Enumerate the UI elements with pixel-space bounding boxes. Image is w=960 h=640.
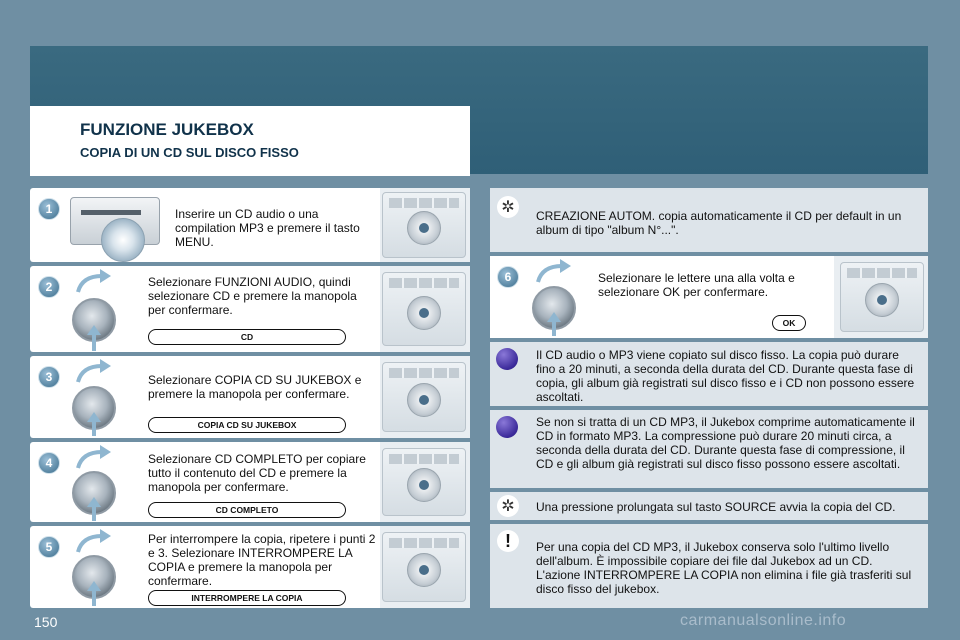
panel-keys xyxy=(389,198,459,208)
step-5-panel-image xyxy=(382,532,466,602)
info-ball-icon xyxy=(496,416,518,438)
ok-label: OK xyxy=(772,315,806,331)
panel-dial-center xyxy=(419,308,429,318)
step-1-text: Inserire un CD audio o una compilation MP3 e premere il tasto MENU. xyxy=(175,207,360,249)
info-ball-icon xyxy=(496,348,518,370)
lightbulb-icon: ✲ xyxy=(497,495,519,517)
cd-disc-icon xyxy=(101,218,145,262)
step-1-panel-image xyxy=(382,192,466,258)
panel-keys xyxy=(389,454,459,464)
rotate-arrow-icon xyxy=(74,528,112,556)
watermark: carmanualsonline.info xyxy=(680,612,847,629)
cd-slot xyxy=(81,210,141,215)
rotate-arrow-icon xyxy=(74,358,112,386)
step-2-panel-image xyxy=(382,272,466,346)
press-arrow-icon xyxy=(87,497,101,507)
step-3-text: Selezionare COPIA CD SU JUKEBOX e premere la manopola per confermare. xyxy=(148,373,362,401)
step-4-menu-label: CD COMPLETO xyxy=(148,502,346,518)
step-3-panel-image xyxy=(382,362,466,432)
step-3-badge: 3 xyxy=(38,366,60,388)
info-compression-text: Se non si tratta di un CD MP3, il Jukebox comprime automaticamente il CD in formato MP3. La compressione può durare 20 minuti circa, a seconda della durata del CD. Durante questa fase di compressione, il CD e gli album già registrati sul disco fisso possono essere ascoltati. xyxy=(536,415,915,471)
step-6-text: Selezionare le lettere una alla volta e selezionare OK per confermare. xyxy=(598,271,795,299)
panel-keys xyxy=(847,268,917,278)
step-6-badge: 6 xyxy=(497,266,519,288)
step-3-menu-label: COPIA CD SU JUKEBOX xyxy=(148,417,346,433)
step-4-text: Selezionare CD COMPLETO per copiare tutto il contenuto del CD e premere la manopola per confermare. xyxy=(148,452,366,494)
step-4-badge: 4 xyxy=(38,452,60,474)
panel-keys xyxy=(389,278,459,288)
step-5-menu-label: INTERROMPERE LA COPIA xyxy=(148,590,346,606)
page-number: 150 xyxy=(34,614,58,630)
step-5-badge: 5 xyxy=(38,536,60,558)
press-arrow-stem xyxy=(92,505,96,521)
press-arrow-stem xyxy=(92,589,96,606)
info-copy-duration-text: Il CD audio o MP3 viene copiato sul disco fisso. La copia può durare fino a 20 minuti, a seconda della durata del CD. Durante questa fase di copia, gli album già registrati sul disco fisso e i CD non possono essere ascoltati. xyxy=(536,348,915,404)
step-1-badge: 1 xyxy=(38,198,60,220)
press-arrow-icon xyxy=(547,312,561,322)
tip-auto-create-text: CREAZIONE AUTOM. copia automaticamente il CD per default in un album di tipo "album N°...". xyxy=(536,209,902,237)
radio-unit-image xyxy=(70,197,160,245)
press-arrow-icon xyxy=(87,581,101,591)
panel-keys xyxy=(389,538,459,548)
step-5-text: Per interrompere la copia, ripetere i punti 2 e 3. Selezionare INTERROMPERE LA COPIA e premere la manopola per confermare. xyxy=(148,532,376,588)
step-2-menu-label: CD xyxy=(148,329,346,345)
page-title: FUNZIONE JUKEBOX xyxy=(80,120,254,139)
press-arrow-stem xyxy=(92,333,96,351)
lightbulb-icon: ✲ xyxy=(497,196,519,218)
exclamation-warning-icon: ! xyxy=(497,530,519,552)
step-2-badge: 2 xyxy=(38,276,60,298)
rotate-arrow-icon xyxy=(74,444,112,472)
step-4-panel-image xyxy=(382,448,466,516)
rotate-arrow-icon xyxy=(74,268,112,296)
rotate-arrow-icon xyxy=(534,258,572,286)
step-6-panel-image xyxy=(840,262,924,332)
press-arrow-stem xyxy=(92,420,96,436)
title-box xyxy=(30,106,470,176)
tip-source-text: Una pressione prolungata sul tasto SOURCE avvia la copia del CD. xyxy=(536,500,896,514)
page-subtitle: COPIA DI UN CD SUL DISCO FISSO xyxy=(80,145,299,160)
press-arrow-icon xyxy=(87,325,101,335)
press-arrow-icon xyxy=(87,412,101,422)
panel-keys xyxy=(389,368,459,378)
warning-text: Per una copia del CD MP3, il Jukebox conserva solo l'ultimo livello dell'album. È impossibile copiare dei file dal Jukebox ad un CD. L'azione INTERROMPERE LA COPIA non elimina i file già trasferiti sul disco fisso del jukebox. xyxy=(536,540,912,596)
step-2-text: Selezionare FUNZIONI AUDIO, quindi selezionare CD e premere la manopola per confermare. xyxy=(148,275,357,317)
press-arrow-stem xyxy=(552,320,556,336)
